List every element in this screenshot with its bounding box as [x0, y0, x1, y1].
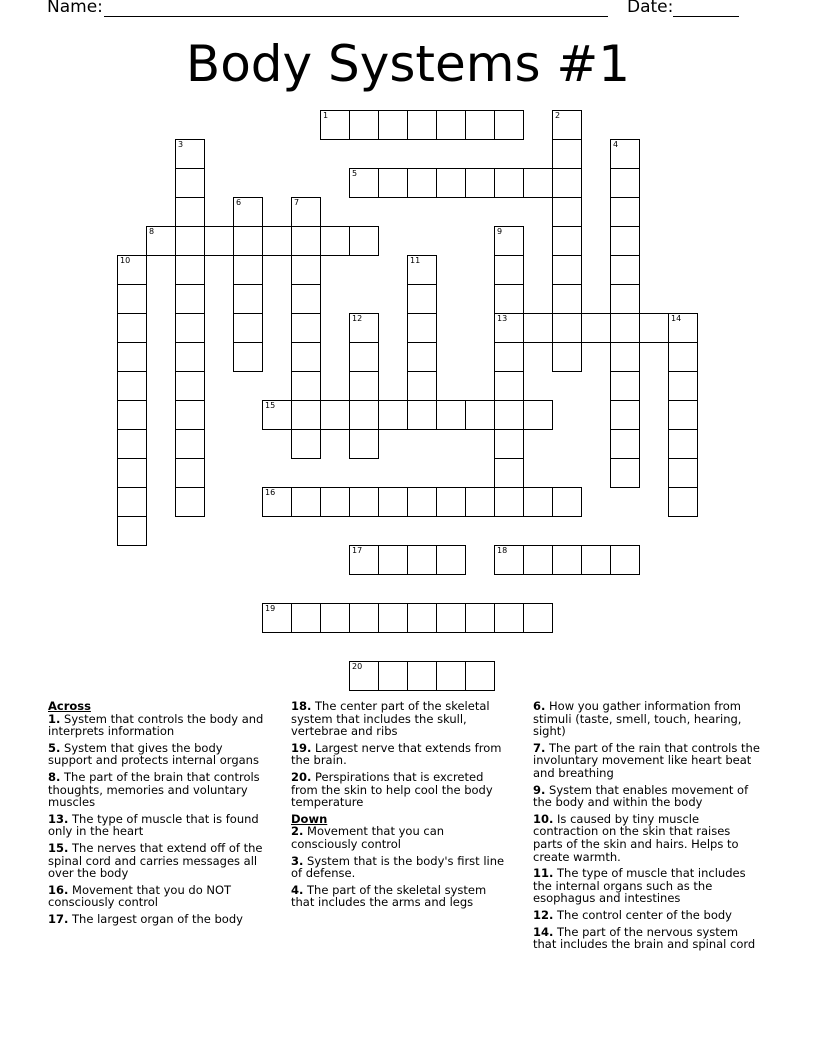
- grid-cell[interactable]: [407, 110, 437, 140]
- clue-number: 4.: [291, 882, 304, 897]
- clue-number: 9.: [533, 782, 546, 797]
- grid-cell[interactable]: [378, 110, 408, 140]
- clue-text: System that enables movement of the body and within the body: [533, 782, 749, 810]
- grid-cell[interactable]: [610, 139, 640, 169]
- grid-cell[interactable]: [610, 197, 640, 227]
- clue-number: 15: [265, 401, 276, 410]
- grid-cell[interactable]: [233, 313, 263, 343]
- grid-cell[interactable]: [378, 661, 408, 691]
- grid-cell[interactable]: [320, 226, 350, 256]
- grid-cell[interactable]: [436, 168, 466, 198]
- grid-cell[interactable]: [610, 371, 640, 401]
- grid-cell[interactable]: [436, 545, 466, 575]
- clue-number: 4: [613, 140, 619, 149]
- clue-text: Movement that you do NOT consciously control: [48, 882, 232, 910]
- grid-cell[interactable]: [378, 545, 408, 575]
- grid-cell[interactable]: [175, 139, 205, 169]
- grid-cell[interactable]: [291, 226, 321, 256]
- grid-cell[interactable]: [349, 342, 379, 372]
- grid-cell[interactable]: [436, 400, 466, 430]
- grid-cell[interactable]: [494, 400, 524, 430]
- grid-cell[interactable]: [610, 429, 640, 459]
- grid-cell[interactable]: [175, 371, 205, 401]
- clue-number: 1.: [48, 711, 61, 726]
- grid-cell[interactable]: [494, 284, 524, 314]
- across-clue: [291, 771, 513, 809]
- grid-cell[interactable]: [262, 487, 292, 517]
- grid-cell[interactable]: [117, 284, 147, 314]
- grid-cell[interactable]: [262, 400, 292, 430]
- grid-cell[interactable]: [349, 400, 379, 430]
- grid-cell[interactable]: [407, 545, 437, 575]
- grid-cell[interactable]: [262, 603, 292, 633]
- clue-text: Largest nerve that extends from the brain.: [291, 740, 502, 768]
- grid-cell[interactable]: [610, 168, 640, 198]
- down-clue: [291, 884, 513, 909]
- page-title: Body Systems #1: [185, 35, 631, 93]
- down-clue: [533, 813, 763, 863]
- clue-number: 5: [352, 169, 358, 178]
- clue-number: 19.: [291, 740, 312, 755]
- clue-text: The type of muscle that is found only in the heart: [48, 811, 259, 839]
- grid-cell[interactable]: [436, 661, 466, 691]
- grid-cell[interactable]: [146, 226, 176, 256]
- grid-cell[interactable]: [117, 516, 147, 546]
- across-clue: [48, 771, 270, 809]
- grid-cell[interactable]: [175, 226, 205, 256]
- grid-cell[interactable]: [117, 429, 147, 459]
- name-label: Name:: [47, 0, 103, 17]
- grid-cell[interactable]: [494, 545, 524, 575]
- date-label: Date:: [627, 0, 674, 17]
- grid-cell[interactable]: [320, 603, 350, 633]
- grid-cell[interactable]: [117, 458, 147, 488]
- clue-column-3: [533, 700, 763, 955]
- grid-cell[interactable]: [581, 545, 611, 575]
- grid-cell[interactable]: [494, 168, 524, 198]
- clue-number: 6.: [533, 699, 546, 713]
- grid-cell[interactable]: [175, 197, 205, 227]
- clue-number: 17.: [48, 911, 69, 926]
- across-clue: [291, 742, 513, 767]
- grid-cell[interactable]: [349, 168, 379, 198]
- grid-cell[interactable]: [349, 545, 379, 575]
- grid-cell[interactable]: [552, 226, 582, 256]
- clue-number: 6: [236, 198, 242, 207]
- clue-number: 20: [352, 662, 363, 671]
- grid-cell[interactable]: [117, 400, 147, 430]
- grid-cell[interactable]: [175, 429, 205, 459]
- grid-cell[interactable]: [320, 487, 350, 517]
- down-clue: [533, 926, 763, 951]
- clue-number: 18: [497, 546, 508, 555]
- down-clue: [533, 742, 763, 780]
- clue-number: 11: [410, 256, 421, 265]
- grid-cell[interactable]: [117, 487, 147, 517]
- grid-cell[interactable]: [610, 342, 640, 372]
- clue-text: The part of the skeletal system that includes the arms and legs: [291, 882, 487, 910]
- grid-cell[interactable]: [291, 400, 321, 430]
- across-clue: [48, 813, 270, 838]
- grid-cell[interactable]: [291, 313, 321, 343]
- grid-cell[interactable]: [494, 371, 524, 401]
- across-clue: [48, 742, 270, 767]
- grid-cell[interactable]: [668, 342, 698, 372]
- grid-cell[interactable]: [552, 197, 582, 227]
- grid-cell[interactable]: [668, 313, 698, 343]
- clue-number: 19: [265, 604, 276, 613]
- grid-cell[interactable]: [407, 313, 437, 343]
- clue-number: 17: [352, 546, 363, 555]
- across-clue: [291, 700, 513, 738]
- clue-number: 8: [149, 227, 155, 236]
- grid-cell[interactable]: [668, 400, 698, 430]
- grid-cell[interactable]: [233, 226, 263, 256]
- grid-cell[interactable]: [233, 284, 263, 314]
- grid-cell[interactable]: [233, 197, 263, 227]
- clue-number: 14.: [533, 924, 554, 939]
- clue-text: System that gives the body support and protects internal organs: [48, 740, 259, 768]
- grid-cell[interactable]: [378, 603, 408, 633]
- clue-text: The control center of the body: [557, 907, 732, 922]
- grid-cell[interactable]: [552, 545, 582, 575]
- grid-cell[interactable]: [523, 487, 553, 517]
- grid-cell[interactable]: [465, 661, 495, 691]
- clue-number: 15.: [48, 840, 69, 855]
- clue-column-1: [48, 700, 270, 930]
- across-clue: [48, 913, 270, 926]
- grid-cell[interactable]: [523, 603, 553, 633]
- grid-cell[interactable]: [117, 342, 147, 372]
- grid-cell[interactable]: [668, 458, 698, 488]
- grid-cell[interactable]: [552, 342, 582, 372]
- grid-cell[interactable]: [610, 545, 640, 575]
- grid-cell[interactable]: [494, 429, 524, 459]
- grid-cell[interactable]: [610, 400, 640, 430]
- grid-cell[interactable]: [175, 313, 205, 343]
- down-clue: [533, 784, 763, 809]
- grid-cell[interactable]: [523, 400, 553, 430]
- clue-number: 5.: [48, 740, 61, 755]
- grid-cell[interactable]: [552, 255, 582, 285]
- clue-number: 16.: [48, 882, 69, 897]
- clue-number: 10.: [533, 811, 554, 826]
- clue-number: 8.: [48, 769, 61, 784]
- grid-cell[interactable]: [436, 487, 466, 517]
- clue-text: System that controls the body and interprets information: [48, 711, 264, 739]
- grid-cell[interactable]: [407, 255, 437, 285]
- grid-cell[interactable]: [523, 545, 553, 575]
- down-clue: [291, 855, 513, 880]
- grid-cell[interactable]: [610, 284, 640, 314]
- grid-cell[interactable]: [291, 487, 321, 517]
- grid-cell[interactable]: [233, 342, 263, 372]
- grid-cell[interactable]: [117, 255, 147, 285]
- grid-cell[interactable]: [552, 284, 582, 314]
- clue-text: System that is the body's first line of defense.: [291, 853, 505, 881]
- clue-number: 16: [265, 488, 276, 497]
- grid-cell[interactable]: [349, 226, 379, 256]
- grid-cell[interactable]: [523, 313, 553, 343]
- down-clue: [533, 867, 763, 905]
- grid-cell[interactable]: [349, 313, 379, 343]
- grid-cell[interactable]: [407, 342, 437, 372]
- grid-cell[interactable]: [378, 487, 408, 517]
- grid-cell[interactable]: [175, 255, 205, 285]
- clue-number: 18.: [291, 699, 312, 713]
- clue-text: The part of the nervous system that includes the brain and spinal cord: [533, 924, 756, 952]
- grid-cell[interactable]: [523, 168, 553, 198]
- grid-cell[interactable]: [291, 371, 321, 401]
- clue-number: 10: [120, 256, 131, 265]
- grid-cell[interactable]: [204, 226, 234, 256]
- clue-number: 3.: [291, 853, 304, 868]
- grid-cell[interactable]: [610, 458, 640, 488]
- clue-text: How you gather information from stimuli (taste, smell, touch, hearing, sight): [533, 699, 742, 739]
- grid-cell[interactable]: [552, 168, 582, 198]
- grid-cell[interactable]: [320, 110, 350, 140]
- clue-text: Is caused by tiny muscle contraction on the skin that raises parts of the skin and hairs. Helps to create warmth.: [533, 811, 739, 864]
- grid-cell[interactable]: [494, 110, 524, 140]
- clue-number: 11.: [533, 866, 554, 881]
- across-clue: [48, 884, 270, 909]
- grid-cell[interactable]: [175, 284, 205, 314]
- grid-cell[interactable]: [175, 400, 205, 430]
- grid-cell[interactable]: [407, 168, 437, 198]
- grid-cell[interactable]: [175, 458, 205, 488]
- down-clue: [533, 909, 763, 922]
- clue-text: The part of the rain that controls the involuntary movement like heart beat and breathing: [533, 740, 760, 780]
- clue-number: 13.: [48, 811, 69, 826]
- grid-cell[interactable]: [610, 313, 640, 343]
- grid-cell[interactable]: [552, 139, 582, 169]
- down-clue: [291, 825, 513, 850]
- grid-cell[interactable]: [494, 313, 524, 343]
- clue-text: Perspirations that is excreted from the skin to help cool the body temperature: [291, 769, 493, 810]
- clue-number: 14: [671, 314, 682, 323]
- grid-cell[interactable]: [291, 284, 321, 314]
- grid-cell[interactable]: [465, 603, 495, 633]
- clue-text: Movement that you can consciously control: [291, 824, 445, 851]
- clue-number: 3: [178, 140, 184, 149]
- clue-text: The center part of the skeletal system that includes the skull, vertebrae and ribs: [291, 699, 490, 739]
- grid-cell[interactable]: [291, 197, 321, 227]
- grid-cell[interactable]: [407, 487, 437, 517]
- clue-text: The nerves that extend off of the spinal cord and carries messages all over the body: [48, 840, 263, 881]
- grid-cell[interactable]: [349, 429, 379, 459]
- grid-cell[interactable]: [639, 313, 669, 343]
- grid-cell[interactable]: [262, 226, 292, 256]
- grid-cell[interactable]: [552, 110, 582, 140]
- clue-number: 2.: [291, 824, 304, 839]
- grid-cell[interactable]: [175, 342, 205, 372]
- grid-cell[interactable]: [291, 342, 321, 372]
- grid-cell[interactable]: [378, 168, 408, 198]
- grid-cell[interactable]: [407, 661, 437, 691]
- clue-number: 7.: [533, 740, 546, 755]
- across-heading: Across: [48, 699, 91, 713]
- grid-cell[interactable]: [291, 255, 321, 285]
- grid-cell[interactable]: [668, 371, 698, 401]
- grid-cell[interactable]: [465, 487, 495, 517]
- grid-cell[interactable]: [610, 226, 640, 256]
- grid-cell[interactable]: [494, 603, 524, 633]
- across-clue: [48, 713, 270, 738]
- grid-cell[interactable]: [436, 603, 466, 633]
- grid-cell[interactable]: [407, 400, 437, 430]
- grid-cell[interactable]: [291, 429, 321, 459]
- grid-cell[interactable]: [407, 371, 437, 401]
- clue-text: The largest organ of the body: [72, 911, 243, 926]
- clue-text: The type of muscle that includes the internal organs such as the esophagus and intestines: [533, 866, 746, 906]
- grid-cell[interactable]: [320, 400, 350, 430]
- grid-cell[interactable]: [175, 168, 205, 198]
- grid-cell[interactable]: [494, 458, 524, 488]
- grid-cell[interactable]: [581, 313, 611, 343]
- grid-cell[interactable]: [349, 603, 379, 633]
- grid-cell[interactable]: [610, 255, 640, 285]
- clue-number: 7: [294, 198, 300, 207]
- clue-number: 20.: [291, 769, 312, 784]
- grid-cell[interactable]: [175, 487, 205, 517]
- across-clue: [48, 842, 270, 880]
- grid-cell[interactable]: [465, 400, 495, 430]
- grid-cell[interactable]: [494, 342, 524, 372]
- grid-cell[interactable]: [494, 487, 524, 517]
- grid-cell[interactable]: [233, 255, 263, 285]
- clue-list: [0, 700, 816, 1000]
- down-clue: [533, 700, 763, 738]
- clue-number: 12.: [533, 907, 554, 922]
- grid-cell[interactable]: [465, 110, 495, 140]
- clue-number: 1: [323, 111, 329, 120]
- grid-cell[interactable]: [349, 661, 379, 691]
- grid-cell[interactable]: [407, 284, 437, 314]
- grid-cell[interactable]: [668, 487, 698, 517]
- grid-cell[interactable]: [494, 226, 524, 256]
- grid-cell[interactable]: [117, 371, 147, 401]
- clue-text: The part of the brain that controls thoughts, memories and voluntary muscles: [48, 769, 260, 810]
- clue-number: 12: [352, 314, 363, 323]
- clue-number: 2: [555, 111, 561, 120]
- grid-cell[interactable]: [349, 487, 379, 517]
- clue-number: 13: [497, 314, 508, 323]
- grid-cell[interactable]: [436, 110, 466, 140]
- grid-cell[interactable]: [407, 603, 437, 633]
- grid-cell[interactable]: [349, 110, 379, 140]
- grid-cell[interactable]: [668, 429, 698, 459]
- grid-cell[interactable]: [552, 487, 582, 517]
- grid-cell[interactable]: [291, 603, 321, 633]
- grid-cell[interactable]: [117, 313, 147, 343]
- clue-column-2: [291, 700, 513, 913]
- grid-cell[interactable]: [552, 313, 582, 343]
- down-heading: Down: [291, 811, 328, 826]
- grid-cell[interactable]: [349, 371, 379, 401]
- grid-cell[interactable]: [465, 168, 495, 198]
- grid-cell[interactable]: [494, 255, 524, 285]
- clue-number: 9: [497, 227, 503, 236]
- grid-cell[interactable]: [378, 400, 408, 430]
